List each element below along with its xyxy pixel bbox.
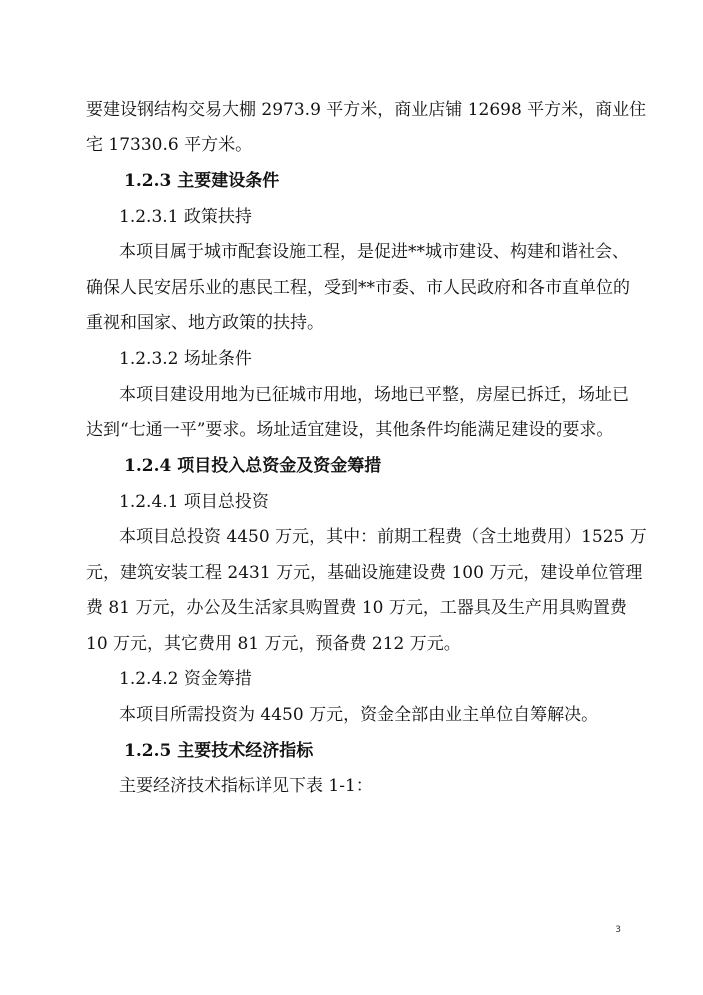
body-text-line: 本项目总投资 4450 万元，其中：前期工程费（含土地费用）1525 万 (119, 527, 647, 547)
subsection-heading-1-2-3-2: 1.2.3.2 场址条件 (119, 349, 252, 369)
page-number: 3 (615, 925, 621, 935)
body-text-line: 元，建筑安装工程 2431 万元，基础设施建设费 100 万元，建设单位管理 (86, 563, 643, 583)
body-text-line: 本项目属于城市配套设施工程，是促进**城市建设、构建和谐社会、 (119, 242, 629, 262)
body-text-line: 10 万元，其它费用 81 万元，预备费 212 万元。 (86, 634, 461, 654)
section-heading-1-2-3: 1.2.3 主要建设条件 (124, 171, 280, 191)
section-heading-1-2-5: 1.2.5 主要技术经济指标 (124, 741, 314, 761)
body-text-line: 确保人民安居乐业的惠民工程，受到**市委、市人民政府和各市直单位的 (86, 278, 630, 298)
body-text-line: 主要经济技术指标详见下表 1-1： (119, 776, 373, 796)
body-text-line: 费 81 万元，办公及生活家具购置费 10 万元，工器具及生产用具购置费 (86, 598, 627, 618)
subsection-heading-1-2-4-2: 1.2.4.2 资金筹措 (119, 669, 252, 689)
body-text-line: 重视和国家、地方政策的扶持。 (86, 313, 324, 333)
body-text-line: 宅 17330.6 平方米。 (86, 135, 253, 155)
section-heading-1-2-4: 1.2.4 项目投入总资金及资金筹措 (124, 456, 382, 476)
body-text-line: 本项目建设用地为已征城市用地，场地已平整，房屋已拆迁，场址已 (119, 385, 629, 405)
body-text-line: 要建设钢结构交易大棚 2973.9 平方米，商业店铺 12698 平方米，商业住 (86, 100, 647, 120)
subsection-heading-1-2-3-1: 1.2.3.1 政策扶持 (119, 207, 252, 227)
body-text-line: 本项目所需投资为 4450 万元，资金全部由业主单位自筹解决。 (119, 705, 599, 725)
body-text-line: 达到“七通一平”要求。场址适宜建设，其他条件均能满足建设的要求。 (86, 420, 614, 440)
subsection-heading-1-2-4-1: 1.2.4.1 项目总投资 (119, 492, 269, 512)
